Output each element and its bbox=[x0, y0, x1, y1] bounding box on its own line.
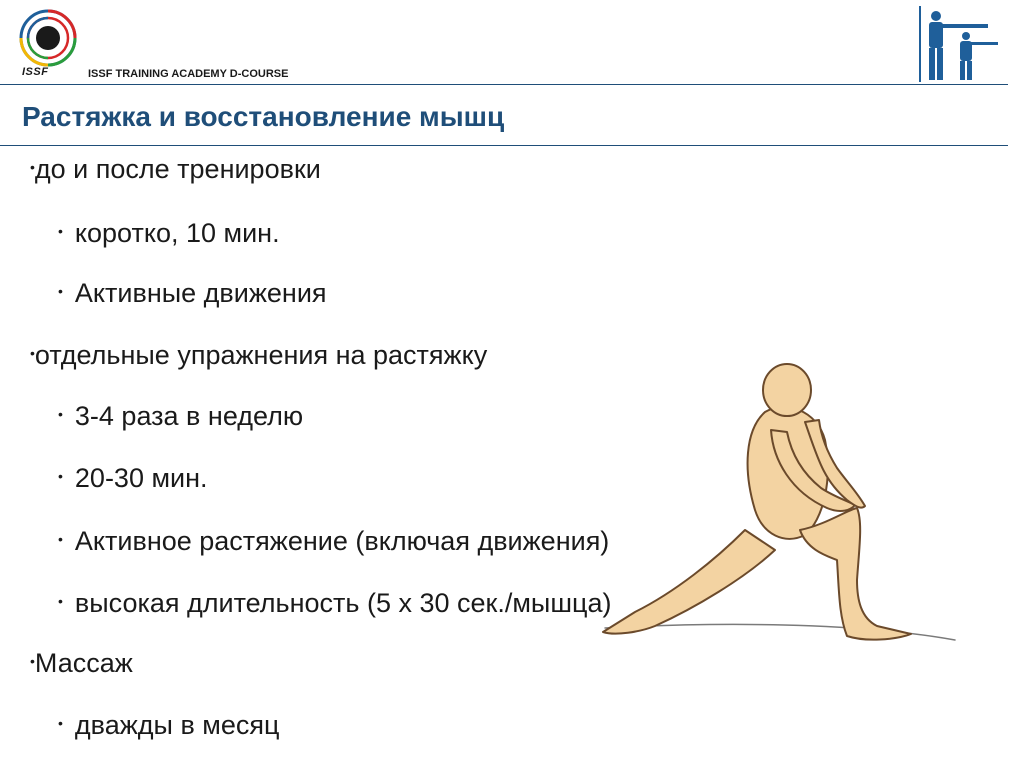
bullet-dot: • bbox=[58, 223, 63, 239]
bullet-dot: • bbox=[58, 531, 63, 547]
bullet-text: 20-30 мин. bbox=[74, 463, 208, 493]
bullet-item bbox=[58, 278, 327, 309]
bullet-text: до и после тренировки bbox=[34, 154, 321, 184]
bullet-text: высокая длительность (5 х 30 сек./мышца) bbox=[74, 588, 612, 618]
bullet-text: дважды в месяц bbox=[74, 710, 280, 740]
bullet-dot: • bbox=[58, 283, 63, 299]
slide-title: Растяжка и восстановление мышц bbox=[22, 101, 505, 132]
bullet-item bbox=[58, 401, 303, 432]
bullet-text: Активные движения bbox=[74, 278, 327, 308]
bullet-text: Активное растяжение (включая движения) bbox=[74, 526, 610, 556]
bullet-dot: • bbox=[30, 653, 35, 669]
bullet-item bbox=[30, 648, 133, 679]
logo-label: ISSF bbox=[22, 66, 49, 78]
bullet-item bbox=[58, 710, 279, 741]
bullet-dot: • bbox=[58, 468, 63, 484]
bullet-item bbox=[30, 340, 487, 371]
bullet-dot: • bbox=[30, 345, 35, 361]
bullet-text: отдельные упражнения на растяжку bbox=[34, 340, 488, 370]
bullet-item bbox=[58, 588, 611, 619]
bullet-text: 3-4 раза в неделю bbox=[74, 401, 304, 431]
bullet-item bbox=[58, 218, 280, 249]
bullet-dot: • bbox=[58, 715, 63, 731]
bullet-dot: • bbox=[30, 159, 35, 175]
stretching-person-icon bbox=[595, 360, 965, 660]
bullet-dot: • bbox=[58, 406, 63, 422]
bullet-item bbox=[58, 463, 208, 494]
bullet-text: коротко, 10 мин. bbox=[74, 218, 280, 248]
bullet-item bbox=[58, 526, 609, 557]
bullet-text: Массаж bbox=[34, 648, 133, 678]
bullet-dot: • bbox=[58, 593, 63, 609]
bullet-item bbox=[30, 154, 321, 185]
course-label: ISSF TRAINING ACADEMY D-COURSE bbox=[88, 68, 289, 80]
